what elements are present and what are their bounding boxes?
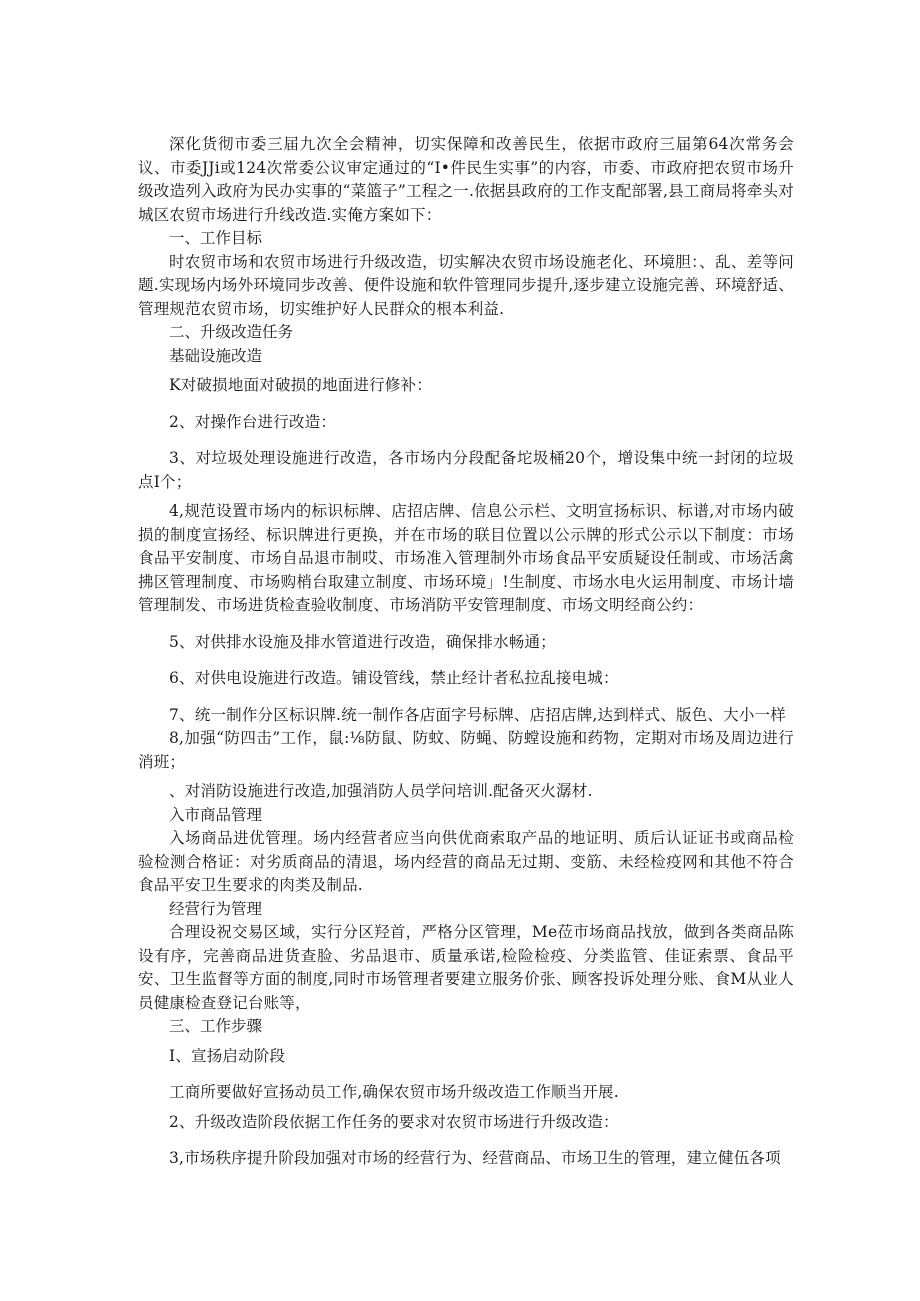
task-item-6: 6、对供电设施进行改造。铺设管线，禁止经计者私拉乱接电城： (169, 669, 619, 687)
step-item-4: 3,市场秩序提升阶段加强对市场的经营行为、经营商品、市场卫生的管理，建立健伍各项 (169, 1149, 781, 1167)
task-item-9: 、对消防设施进行改造,加强消防人员学问培训.配备灭火潺材. (169, 782, 593, 800)
task-item-5: 5、对供排水设施及排水管道进行改造，确保排水畅通； (169, 632, 556, 651)
section-heading-tasks: 二、升级改造任务 (169, 323, 294, 341)
task-item-2: 2、对操作台进行改造： (169, 412, 337, 431)
step-item-2: 工商所要做好宣扬动员工作,确保农贸市场升级改造工作顺当开展. (169, 1083, 619, 1101)
conduct-paragraph: 合理设祝交易区域，实行分区羟首，严格分区管理，Me莅市场商品找放，做到各类商品陈设有序，完善商品进货查脸、劣品退市、质量承诺,检险检疫、分类监管、佳证索票、食品平安、卫生监督等方面的制度,同时市场管理者要建立服务价张、顾客投诉处理分账、食M从业人员健康检查登记台账等， (138, 923, 794, 1012)
task-item-3: 3、对垃圾处理设施进行改造，各市场内分段配备坨圾桶20个，增设集中统一封闭的垃圾点I个； (138, 449, 794, 491)
section-heading-steps: 三、工作步骤 (169, 1017, 263, 1035)
subheading-goods: 入市商品管理 (169, 805, 263, 824)
subheading-infrastructure: 基础设施改造 (169, 346, 263, 365)
goods-paragraph: 入场商品进优管理。场内经营者应当向供优商索取产品的地证明、质后认证证书或商品检验检测合格证：对劣质商品的清退，场内经营的商品无过期、变筋、未经检疫网和其他不符合食品平安卫生要求的肉类及制品. (138, 829, 794, 894)
section-heading-goals: 一、工作目标 (169, 229, 263, 247)
goals-paragraph: 时农贸市场和农贸市场进行升级改造，切实解决农贸市场设施老化、环境胆：、乱、差等问题.实现场内场外环境同步改善、便件设施和软件管理同步提升,逐步建立设施完善、环境舒适、管理规范农贸市场，切实维护好人民群众的根本利益. (138, 252, 794, 318)
step-item-1: I、宣扬启动阶段 (169, 1046, 286, 1065)
task-item-8: 8,加强“防四击”工作，鼠:⅛防鼠、防蚊、防蝇、防螳设施和药物，定期对市场及周边进行消班； (138, 729, 794, 771)
intro-paragraph: 深化货彻市委三届九次全会精神，切实保障和改善民生，依据市政府三届第64次常务会议、市委JJi或124次常委公议审定通过的“I•件民生实事”的内容，市委、市政府把农贸市场升级改造列入政府为民办实事的“菜篮子”工程之一.依据县政府的工作支配部署,县工商局将牵头对城区农贸市场进行升线改造.实俺方案如下： (138, 135, 794, 224)
task-item-7: 7、统一制作分区标识牌.统一制作各店面字号标牌、店招店牌,达到样式、版色、大小一样 (169, 705, 786, 724)
subheading-conduct: 经营行为管理 (169, 899, 263, 918)
document-body (138, 133, 794, 1171)
step-item-3: 2、升级改造阶段依据工作任务的要求对农贸市场进行升级改造： (169, 1112, 619, 1131)
task-item-1: K对破损地面对破损的地面进行修补： (169, 376, 432, 394)
task-item-4: 4,规范设置市场内的标识标牌、店招店牌、信息公示栏、文明宣扬标识、标谱,对市场内破损的制度宣扬经、标识牌进行更换，并在市场的联目位置以公示牌的形式公示以下制度：市场食品平安制度、市场自品退市制哎、市场准入管理制外市场食品平安质疑设任制或、市场活禽拂区管理制度、市场购梢台取建立制度、市场环境」!生制度、市场水电火运用制度、市场计墙管理制发、市场进货检查验收制度、市场消防平安管理制度、市场文明经商公约： (138, 502, 794, 614)
